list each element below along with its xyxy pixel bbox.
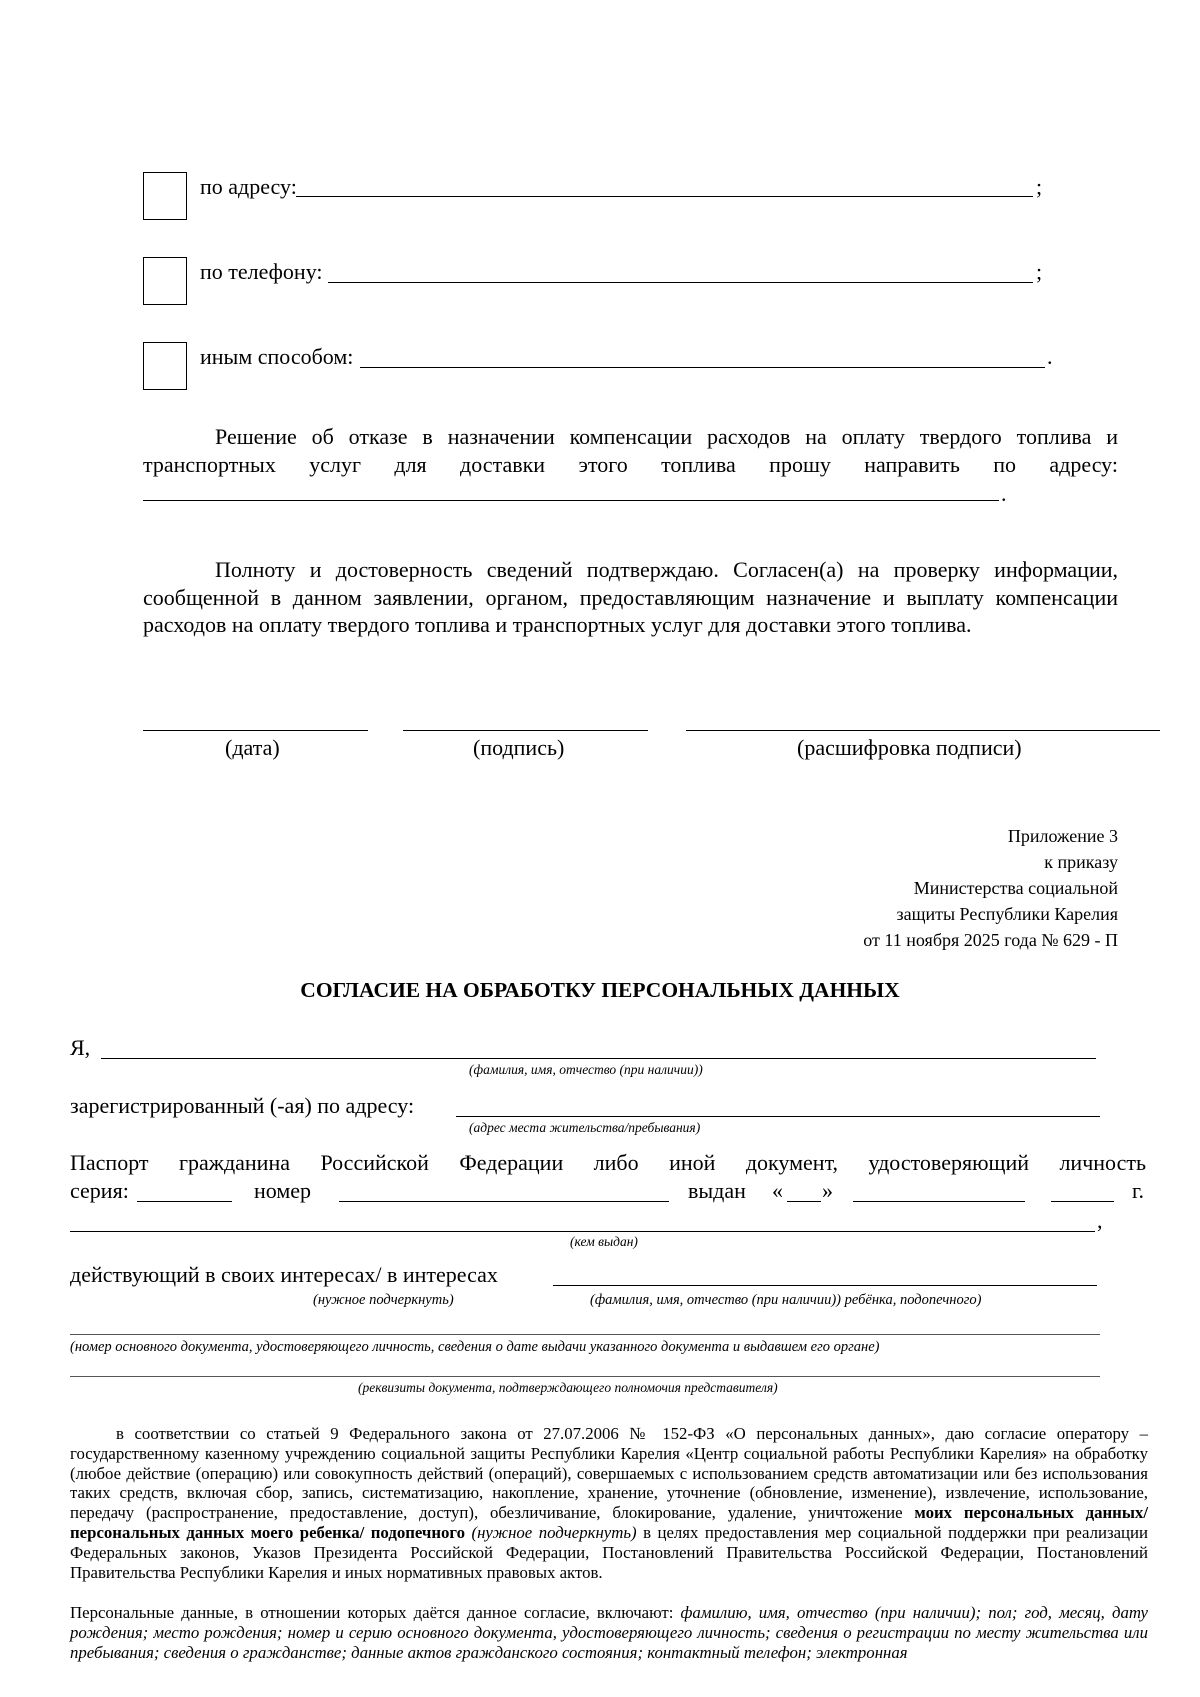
underline-caption: (нужное подчеркнуть) [313,1292,454,1308]
issue-month-field[interactable] [853,1187,1025,1202]
consent-title: СОГЛАСИЕ НА ОБРАБОТКУ ПЕРСОНАЛЬНЫХ ДАННЫХ [300,978,900,1002]
quote-close: » [822,1178,833,1203]
personal-data-list: фамилию, имя, отчество (при наличии); пол; год, месяц, дату рождения; место рождения; номер и серию основного документа, удостоверяющего личность; сведения о регистрации по месту жительства или пребывания; сведения о гражданстве; данные актов гражданского состояния; контактный телефон; электронная [70,1603,1148,1662]
consent-body [70,1424,1148,1582]
date-caption: (дата) [225,735,280,760]
issued-label: выдан [688,1178,746,1203]
ward-document-caption: (номер основного документа, удостоверяющего личность, сведения о дате выдачи указанного документа и выдавшем его органе) [70,1339,880,1355]
signature-decoding-field[interactable] [686,716,1160,731]
series-label: серия: [70,1178,129,1203]
appendix-ministry-2: защиты Республики Карелия [896,904,1118,924]
phone-field[interactable] [328,268,1033,283]
ward-name-caption: (фамилия, имя, отчество (при наличии)) ребёнка, подопечного) [590,1292,982,1308]
appendix-ministry: Министерства социальной [913,878,1118,898]
address-label: по адресу: [200,174,297,199]
refusal-address-field[interactable] [143,486,999,501]
issue-day-field[interactable] [787,1187,821,1202]
refusal-end: . [1001,481,1007,506]
address-end: ; [1036,174,1043,199]
phone-checkbox[interactable] [143,257,187,305]
address-checkbox[interactable] [143,172,187,220]
personal-data-paragraph [70,1603,1148,1662]
registered-address-caption: (адрес места жительства/пребывания) [469,1120,701,1135]
representative-document-caption: (реквизиты документа, подтверждающего полномочия представителя) [358,1380,778,1395]
number-field[interactable] [339,1187,669,1202]
date-field[interactable] [143,716,368,731]
issued-by-comma: , [1097,1208,1103,1233]
personal-data-intro: Персональные данные, в отношении которых даётся данное согласие, включают: [70,1603,674,1622]
other-method-checkbox[interactable] [143,342,187,390]
issued-by-field[interactable] [70,1217,1095,1232]
number-label: номер [254,1178,312,1203]
full-name-field[interactable] [101,1044,1096,1059]
phone-end: ; [1036,259,1043,284]
full-name-caption: (фамилия, имя, отчество (при наличии)) [469,1062,703,1077]
consent-body-italic: (нужное подчеркнуть) [471,1522,637,1542]
appendix-number: Приложение 3 [1007,826,1118,846]
representative-document-field[interactable] [70,1364,1100,1377]
phone-label: по телефону: [200,259,323,284]
consent-body-text-2: в целях предоставления мер социальной поддержки при реализации Федеральных законов, Указов Президента Российской Федерации, Постановлений Правительства Российской Федерации, Постановлений Правительства Республики Карелия и иных нормативных правовых актов. [70,1522,1148,1582]
address-field[interactable] [296,182,1033,197]
signature-field[interactable] [403,716,648,731]
signature-caption: (подпись) [473,735,565,760]
year-label: г. [1132,1178,1145,1203]
issued-by-caption: (кем выдан) [570,1234,638,1249]
acting-label: действующий в своих интересах/ в интересах [70,1262,498,1287]
issue-year-field[interactable] [1051,1187,1114,1202]
i-label: Я, [70,1035,91,1060]
consent-body-bold: моих персональных данных/ персональных данных моего ребенка/ подопечного [70,1503,1148,1542]
registered-address-field[interactable] [456,1102,1100,1117]
confirmation-paragraph: Полноту и достоверность сведений подтверждаю. Согласен(а) на проверку информации, сообщенной в данном заявлении, органом, предоставляющим назначение и выплату компенсации расходов на оплату твердого топлива и транспортных услуг для доставки этого топлива. [143,557,1118,637]
signature-decoding-caption: (расшифровка подписи) [797,735,1022,760]
passport-line: Паспорт гражданина Российской Федерации либо иной документ, удостоверяющий личность [70,1150,1146,1175]
refusal-paragraph: Решение об отказе в назначении компенсации расходов на оплату твердого топлива и транспортных услуг для доставки этого топлива прошу направить по адресу: [143,424,1118,477]
appendix-order: к приказу [1044,852,1118,872]
quote-open: « [772,1178,783,1203]
other-method-end: . [1047,344,1053,369]
registered-address-label: зарегистрированный (-ая) по адресу: [70,1093,415,1118]
ward-name-field[interactable] [553,1271,1097,1286]
consent-body-text-1: в соответствии со статьей 9 Федерального закона от 27.07.2006 № 152-ФЗ «О персональных данных», даю согласие оператору – государственному казенному учреждению социальной защиты Республики Карелия «Центр социальной работы Республики Карелия» на обработку (любое действие (операцию) или совокупность действий (операций), совершаемых с использованием средств автоматизации или без использования таких средств, включая сбор, запись, систематизацию, накопление, хранение, уточнение (обновление, изменение), извлечение, использование, передачу (распространение, предоставление, доступ), обезличивание, блокирование, удаление, уничтожение [70,1424,1148,1523]
other-method-field[interactable] [360,353,1045,368]
other-method-label: иным способом: [200,344,354,369]
series-field[interactable] [137,1187,232,1202]
ward-document-field[interactable] [70,1322,1100,1335]
appendix-date: от 11 ноября 2025 года № 629 - П [863,930,1118,950]
